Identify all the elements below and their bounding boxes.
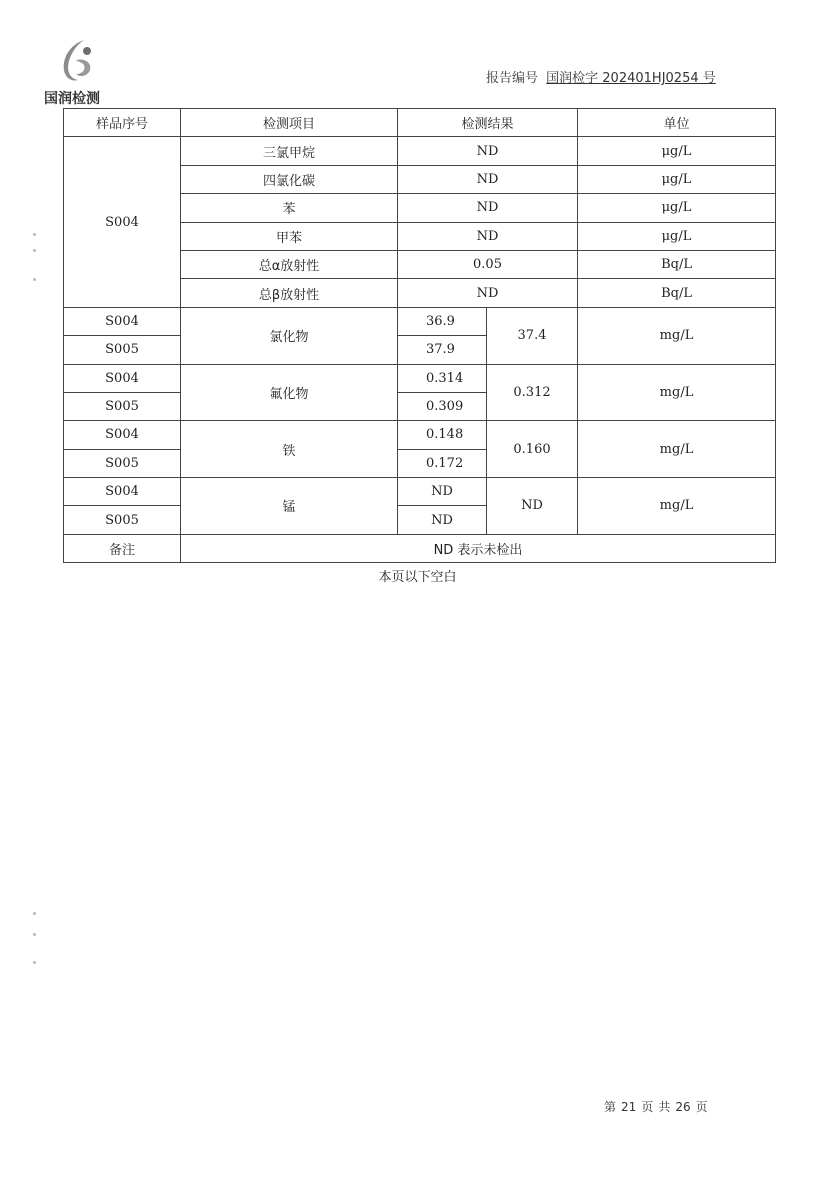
sample-cell: S004 — [64, 137, 181, 307]
remark-label: 备注 — [64, 534, 181, 562]
result-cell: ND — [398, 506, 487, 534]
remark-text: ND 表示未检出 — [181, 534, 776, 562]
scan-mark — [33, 961, 36, 964]
result-cell: 36.9 — [398, 307, 487, 335]
unit-cell: Bq/L — [578, 279, 776, 307]
unit-cell: μg/L — [578, 165, 776, 193]
item-cell: 四氯化碳 — [181, 165, 398, 193]
logo-text: 国润检测 — [44, 91, 100, 107]
footer-word: 页 — [641, 1100, 654, 1114]
item-cell: 甲苯 — [181, 222, 398, 250]
table-row — [64, 364, 776, 392]
average-cell: 37.4 — [487, 307, 578, 364]
item-cell: 铁 — [181, 421, 398, 478]
report-number — [486, 67, 716, 86]
result-cell: ND — [398, 279, 578, 307]
table-header-row — [64, 109, 776, 137]
sample-cell: S005 — [64, 449, 181, 477]
sample-cell: S004 — [64, 421, 181, 449]
page-footer — [604, 1098, 713, 1115]
result-cell: 0.309 — [398, 392, 487, 420]
result-cell: ND — [398, 194, 578, 222]
sample-cell: S005 — [64, 506, 181, 534]
unit-cell: mg/L — [578, 421, 776, 478]
unit-cell: μg/L — [578, 137, 776, 165]
sample-cell: S004 — [64, 307, 181, 335]
sample-cell: S004 — [64, 478, 181, 506]
item-cell: 苯 — [181, 194, 398, 222]
header-sample-no: 样品序号 — [64, 109, 181, 137]
scan-mark — [33, 933, 36, 936]
footer-total: 26 — [675, 1100, 691, 1114]
scan-mark — [33, 233, 36, 236]
table-row — [64, 137, 776, 165]
scan-mark — [33, 249, 36, 252]
header-item: 检测项目 — [181, 109, 398, 137]
company-logo — [44, 38, 114, 108]
remark-row — [64, 534, 776, 562]
item-cell: 总α放射性 — [181, 250, 398, 278]
result-cell: ND — [398, 222, 578, 250]
footer-word: 共 — [658, 1100, 671, 1114]
scan-mark — [33, 912, 36, 915]
unit-cell: mg/L — [578, 478, 776, 535]
unit-cell: mg/L — [578, 307, 776, 364]
blank-below-note: 本页以下空白 — [378, 570, 457, 585]
scan-mark — [33, 278, 36, 281]
item-cell: 氯化物 — [181, 307, 398, 364]
footer-word: 页 — [695, 1100, 708, 1114]
footer-word: 第 — [604, 1100, 617, 1114]
item-cell: 氟化物 — [181, 364, 398, 421]
item-cell: 总β放射性 — [181, 279, 398, 307]
result-cell: 0.05 — [398, 250, 578, 278]
footer-page: 21 — [621, 1100, 637, 1114]
item-cell: 锰 — [181, 478, 398, 535]
unit-cell: μg/L — [578, 222, 776, 250]
header-unit: 单位 — [578, 109, 776, 137]
item-cell: 三氯甲烷 — [181, 137, 398, 165]
table-row — [64, 421, 776, 449]
result-cell: 0.148 — [398, 421, 487, 449]
report-number-label: 报告编号 — [486, 71, 539, 86]
header-result: 检测结果 — [398, 109, 578, 137]
average-cell: ND — [487, 478, 578, 535]
sample-cell: S005 — [64, 392, 181, 420]
result-cell: ND — [398, 478, 487, 506]
result-cell: 0.172 — [398, 449, 487, 477]
average-cell: 0.312 — [487, 364, 578, 421]
average-cell: 0.160 — [487, 421, 578, 478]
table-row — [64, 478, 776, 506]
results-table — [63, 108, 776, 563]
unit-cell: μg/L — [578, 194, 776, 222]
result-cell: ND — [398, 165, 578, 193]
report-number-value: 国润检字 202401HJ0254 号 — [546, 71, 716, 86]
result-cell: 37.9 — [398, 336, 487, 364]
sample-cell: S004 — [64, 364, 181, 392]
unit-cell: Bq/L — [578, 250, 776, 278]
table-row — [64, 307, 776, 335]
result-cell: ND — [398, 137, 578, 165]
sample-cell: S005 — [64, 336, 181, 364]
result-cell: 0.314 — [398, 364, 487, 392]
unit-cell: mg/L — [578, 364, 776, 421]
logo-icon — [54, 38, 98, 84]
